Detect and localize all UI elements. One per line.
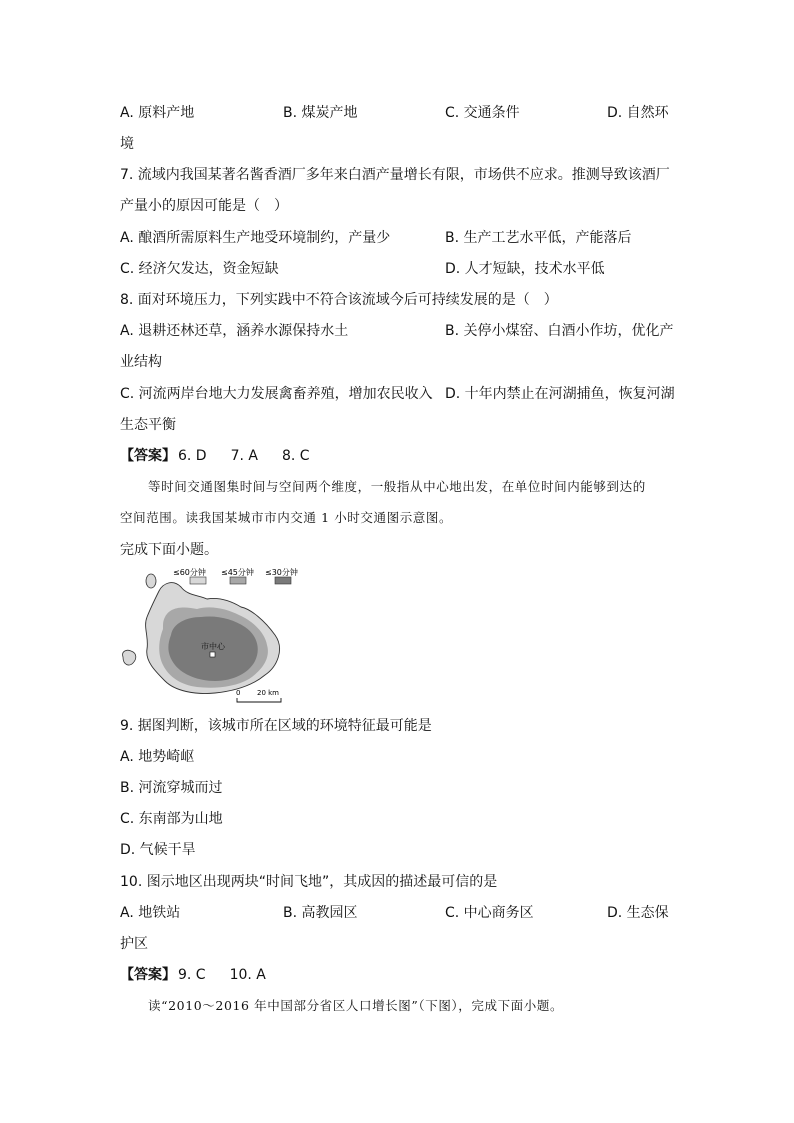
q7-option-d: D. 人才短缺，技术水平低 (445, 261, 605, 277)
answer-7: 7. A (230, 448, 258, 464)
answer-row-2 (120, 966, 266, 984)
legend-swatch-60 (190, 577, 206, 584)
time-enclave-west (123, 650, 136, 665)
q10-option-d: D. 生态保 (607, 905, 669, 921)
q10-option-d-cont: 护区 (120, 936, 148, 952)
q8-option-a: A. 退耕还林还草，涵养水源保持水土 (120, 323, 349, 339)
legend-swatch-30 (275, 577, 291, 584)
q10-option-b: B. 高教园区 (283, 905, 358, 921)
q9-option-c: C. 东南部为山地 (120, 811, 223, 827)
q6-option-a: A. 原料产地 (120, 105, 195, 121)
intro-line2: 空间范围。读我国某城市市内交通 1 小时交通图示意图。 (120, 510, 453, 525)
answer-9: 9. C (178, 967, 206, 983)
q9-option-b: B. 河流穿城而过 (120, 780, 223, 796)
scale-end: 20 km (257, 689, 280, 697)
q10-stem: 10. 图示地区出现两块“时间飞地”，其成因的描述最可信的是 (120, 874, 498, 890)
q7-option-b: B. 生产工艺水平低，产能落后 (445, 230, 632, 246)
legend-label-60: ≤60分钟 (173, 568, 206, 577)
q9-option-d: D. 气候干旱 (120, 842, 196, 858)
q6-option-b: B. 煤炭产地 (283, 105, 358, 121)
q7-stem-line1: 7. 流域内我国某著名酱香酒厂多年来白酒产量增长有限，市场供不应求。推测导致该酒厂 (120, 167, 670, 183)
answer-6: 6. D (178, 448, 207, 464)
answer-8: 8. C (281, 448, 310, 464)
legend-swatch-45 (230, 577, 246, 584)
q6-option-d: D. 自然环 (607, 105, 669, 121)
q8-option-b: B. 关停小煤窑、白酒小作坊，优化产 (445, 323, 674, 339)
q7-option-a: A. 酿酒所需原料生产地受环境制约，产量少 (120, 230, 391, 246)
q7-option-c: C. 经济欠发达，资金短缺 (120, 261, 279, 277)
city-center-marker (210, 652, 215, 657)
instruction: 完成下面小题。 (120, 542, 218, 558)
q8-option-d-cont: 生态平衡 (120, 417, 176, 433)
q8-option-d: D. 十年内禁止在河湖捕鱼，恢复河湖 (445, 386, 675, 402)
q6-option-c: C. 交通条件 (445, 105, 520, 121)
q8-option-b-cont: 业结构 (120, 354, 162, 370)
isochrone-map (115, 565, 315, 705)
city-center-label: 市中心 (201, 642, 225, 651)
q10-option-c: C. 中心商务区 (445, 905, 534, 921)
legend-label-30: ≤30分钟 (265, 568, 298, 577)
q6-option-d-cont: 境 (120, 136, 134, 152)
legend-label-45: ≤45分钟 (221, 568, 254, 577)
q8-stem: 8. 面对环境压力，下列实践中不符合该流域今后可持续发展的是（ ） (120, 292, 558, 308)
scale-bar (237, 698, 281, 702)
scale-zero: 0 (236, 689, 241, 697)
answer-10: 10. A (229, 967, 266, 983)
q8-option-c: C. 河流两岸台地大力发展禽畜养殖，增加农民收入 (120, 386, 433, 402)
answer-tag: 【答案】 (120, 967, 176, 983)
intro-line1: 等时间交通图集时间与空间两个维度，一般指从中心地出发，在单位时间内能够到达的 (148, 479, 646, 494)
q9-stem: 9. 据图判断，该城市所在区域的环境特征最可能是 (120, 718, 432, 734)
intro-line3: 读“2010～2016 年中国部分省区人口增长图”（下图），完成下面小题。 (148, 998, 564, 1013)
q9-option-a: A. 地势崎岖 (120, 749, 195, 765)
q7-stem-line2: 产量小的原因可能是（ ） (120, 198, 288, 214)
answer-tag: 【答案】 (120, 448, 176, 464)
time-enclave-north (146, 574, 156, 588)
q10-option-a: A. 地铁站 (120, 905, 181, 921)
answer-row-1 (120, 447, 310, 465)
